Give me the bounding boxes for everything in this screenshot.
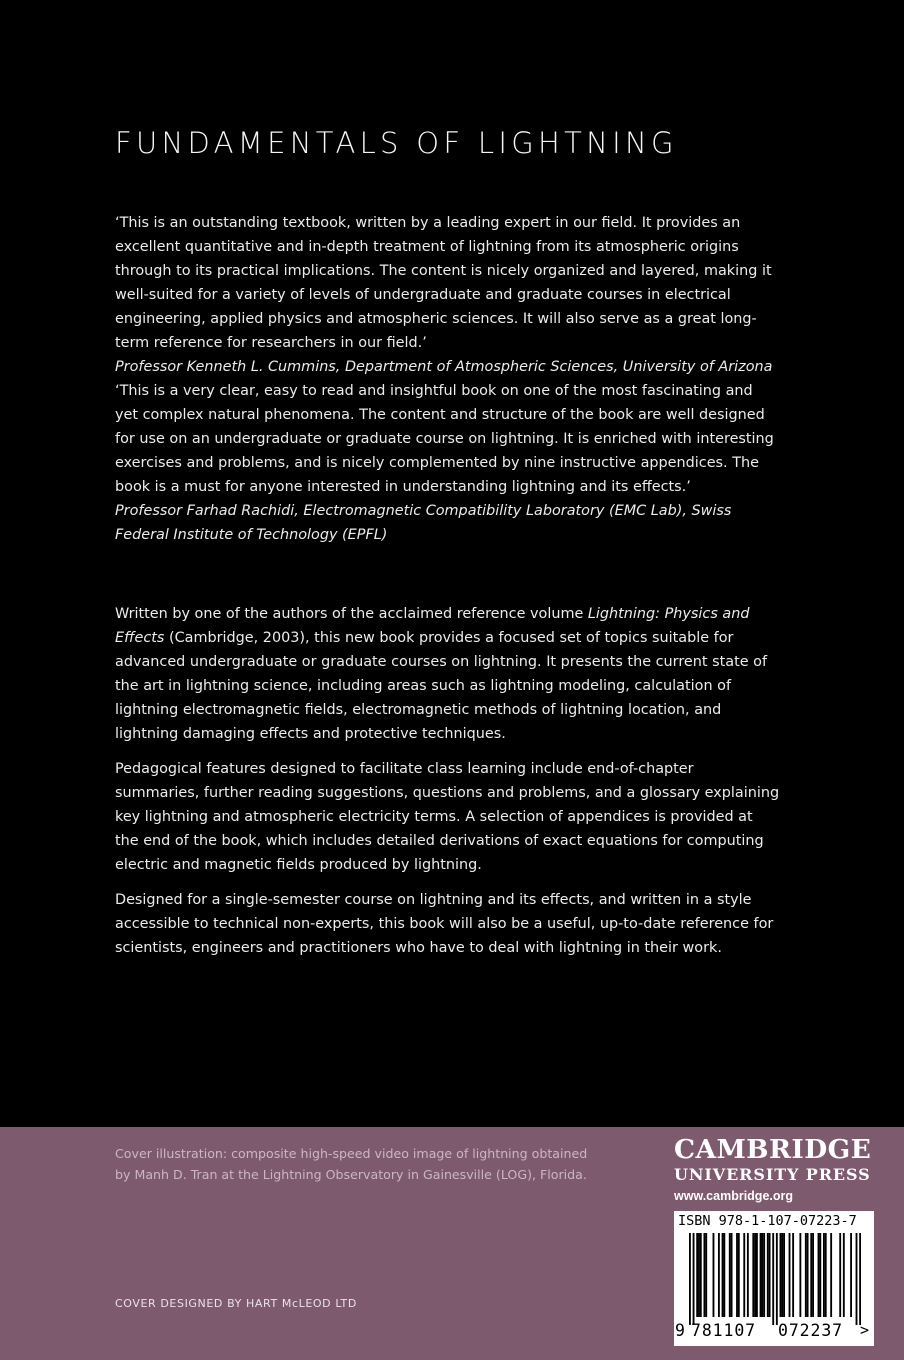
barcode-bar (743, 1233, 745, 1317)
barcode-bar (789, 1233, 791, 1317)
barcode-bar (769, 1233, 771, 1317)
description-paragraph-3: Designed for a single-semester course on lightning and its effects, and written in a style accessible to technical non-experts, this book will also be a useful, up-to-date reference for scientists, engineers and practitioners who have to deal with lightning in their work. (115, 892, 774, 956)
barcode-bar (825, 1233, 827, 1317)
cover-illustration-credit: Cover illustration: composite high-speed video image of lightning obtained by Manh D. Tran at the Lightning Observatory in Gainesville (LOG), Florida. (115, 1146, 588, 1182)
barcode-bar (783, 1233, 785, 1317)
barcode-bar (807, 1233, 809, 1317)
cover-designer-credit: COVER DESIGNED BY HART McLEOD LTD (115, 1297, 357, 1310)
barcode-bar (859, 1233, 861, 1325)
barcode-bar (696, 1233, 698, 1317)
review-attribution: Professor Kenneth L. Cummins, Department of Atmospheric Sciences, University of Arizona (115, 359, 773, 375)
barcode-digits-left: 781107 (691, 1321, 757, 1340)
barcode-bar (713, 1233, 715, 1317)
barcode-bar (722, 1233, 724, 1317)
barcode-bar (805, 1233, 807, 1317)
barcode-bar (839, 1233, 841, 1317)
barcode-bar (693, 1233, 695, 1325)
barcode-bar (812, 1233, 814, 1317)
publisher-logo (674, 1135, 874, 1203)
barcode-bar (689, 1233, 691, 1325)
barcode-bar (818, 1233, 820, 1317)
description-paragraph-1 (115, 602, 780, 746)
barcode-bar (792, 1233, 794, 1317)
barcode-bar (776, 1233, 778, 1325)
barcode-bar (754, 1233, 756, 1317)
isbn-label: ISBN 978-1-107-07223-7 (678, 1213, 857, 1229)
barcode-bar (856, 1233, 858, 1325)
barcode-bar (830, 1233, 832, 1317)
barcode-bar (738, 1233, 740, 1317)
book-title: FUNDAMENTALS OF LIGHTNING (115, 126, 678, 160)
barcode-bar (780, 1233, 782, 1317)
publisher-url: www.cambridge.org (674, 1189, 794, 1203)
barcode-bar (718, 1233, 720, 1317)
barcode-bar (823, 1233, 825, 1317)
review-quote: ‘This is an outstanding textbook, written by a leading expert in our field. It provides an excellent quantitative and in-depth treatment of lightning from its atmospheric origins through to its practical implications. The content is nicely organized and layered, making it well-suited for a variety of levels of undergraduate and graduate courses in electrical engineering, applied physics and atmospheric sciences. It will also serve as a great long-term reference for researchers in our field.’ (115, 215, 772, 351)
barcode-bar (843, 1233, 845, 1317)
barcode-bar (723, 1233, 725, 1317)
barcode-bar (752, 1233, 754, 1317)
barcode-quiet-zone-mark: > (860, 1321, 870, 1339)
barcode-bar (729, 1233, 731, 1317)
publisher-subtitle: UNIVERSITY PRESS (674, 1165, 871, 1184)
review-1 (115, 211, 780, 379)
barcode-bar (760, 1233, 762, 1317)
barcode-bar (819, 1233, 821, 1317)
review-2 (115, 379, 780, 547)
barcode-bar (781, 1233, 783, 1317)
barcode-bar (761, 1233, 763, 1317)
barcode-bar (700, 1233, 702, 1317)
barcode-bar (698, 1233, 700, 1317)
barcode-bar (731, 1233, 733, 1317)
barcode-bar (799, 1233, 801, 1317)
barcode-bar (747, 1233, 749, 1317)
description-text: (Cambridge, 2003), this new book provides a focused set of topics suitable for advanced undergraduate or graduate courses on lightning. It presents the current state of the art in lightning science, including areas such as lightning modeling, calculation of lightning electromagnetic fields, electromagnetic methods of lightning location, and lightning damaging effects and protective techniques. (115, 630, 768, 742)
review-attribution: Professor Farhad Rachidi, Electromagnetic Compatibility Laboratory (EMC Lab), Swiss Federal Institute of Technology (EPFL) (115, 503, 732, 543)
footer-band (0, 1127, 904, 1360)
referenced-book-title: Lightning: Physics and Effects (115, 606, 750, 646)
barcode-bar (772, 1233, 774, 1325)
barcode-bar (850, 1233, 852, 1317)
barcode-bar (756, 1233, 758, 1317)
barcode-digits-right: 072237 (778, 1321, 844, 1340)
description-text: Written by one of the authors of the acclaimed reference volume (115, 606, 588, 622)
barcode-bar (767, 1233, 769, 1317)
isbn-barcode (674, 1211, 874, 1346)
barcode-bar (705, 1233, 707, 1317)
barcode-bar (810, 1233, 812, 1317)
description-paragraph-2: Pedagogical features designed to facilitate class learning include end-of-chapter summaries, further reading suggestions, questions and problems, and a glossary explaining key lightning and atmospheric electricity terms. A selection of appendices is provided at the end of the book, which includes detailed derivations of exact equations for computing electric and magnetic fields produced by lightning. (115, 761, 780, 873)
barcode-digit-first: 9 (675, 1321, 685, 1340)
book-description (115, 602, 780, 971)
barcode-bar (703, 1233, 705, 1317)
review-quote: ‘This is a very clear, easy to read and insightful book on one of the most fascinating and yet complex natural phenomena. The content and structure of the book are well designed for use on an undergraduate or graduate course on lightning. It is enriched with interesting exercises and problems, and is nicely complemented by nine instructive appendices. The book is a must for anyone interested in understanding lightning and its effects.’ (115, 383, 774, 495)
barcode-bar (736, 1233, 738, 1317)
publisher-name: CAMBRIDGE (674, 1134, 872, 1165)
barcode-bars (689, 1233, 861, 1325)
barcode-bar (763, 1233, 765, 1317)
